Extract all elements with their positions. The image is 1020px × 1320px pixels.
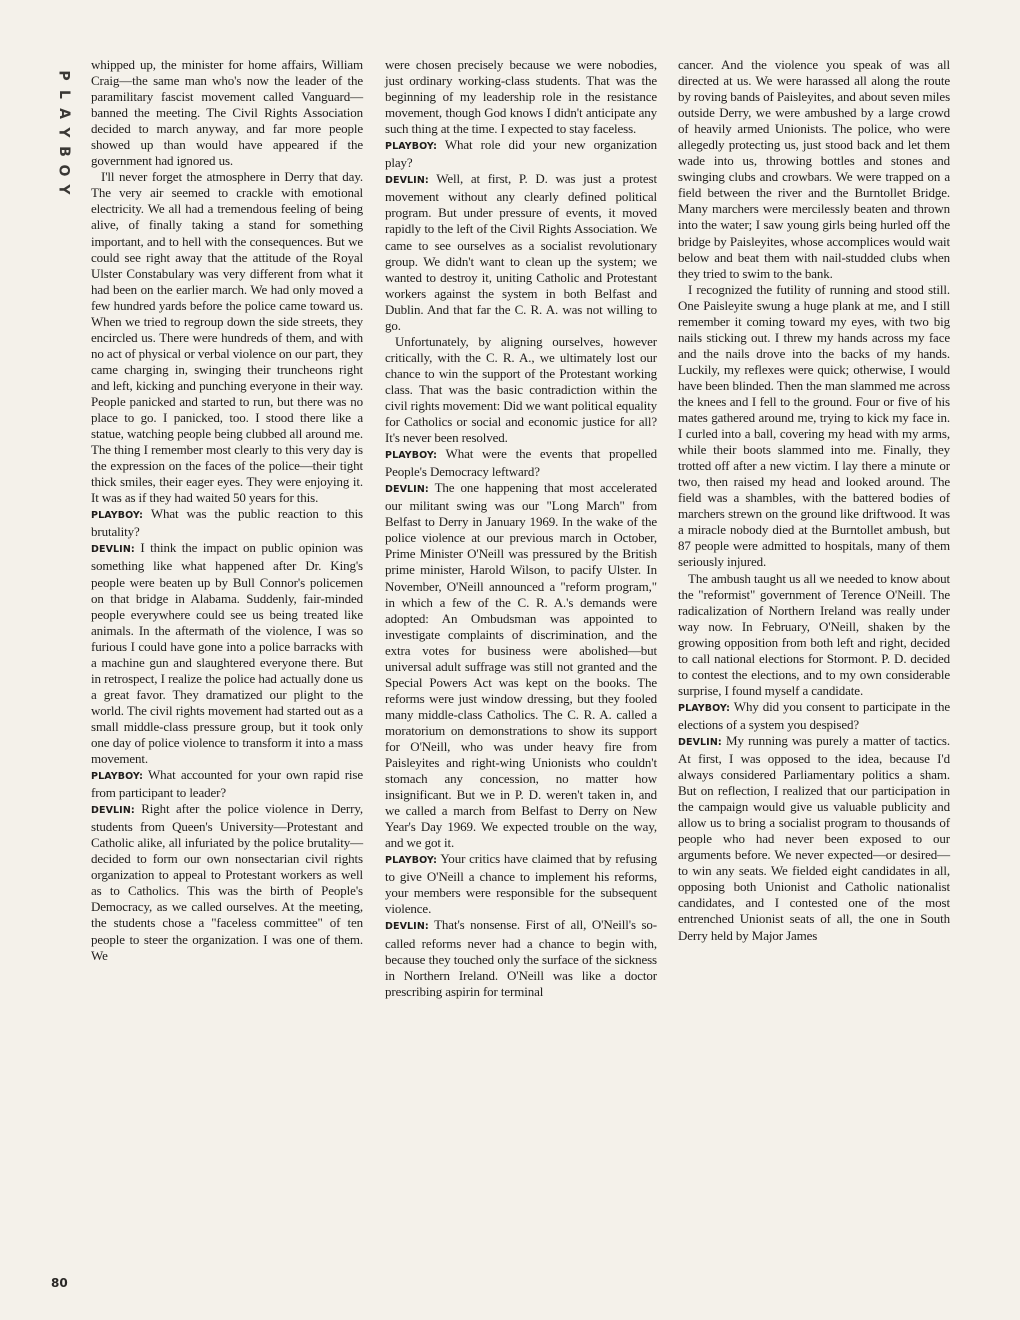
answer	[91, 540, 363, 767]
speaker-label: DEVLIN:	[91, 544, 135, 556]
paragraph: were chosen precisely because we were nobodies, just ordinary working-class students. That was the beginning of my leadership role in the resistance movement, though God knows I didn't anticipate any such thing at the time. I expected to stay faceless.	[385, 57, 657, 137]
speaker-label: PLAYBOY:	[678, 702, 730, 714]
question-text: Why did you consent to participate in the elections of a system you despised?	[678, 698, 950, 732]
answer	[91, 801, 363, 963]
logo-letter: Y	[55, 127, 72, 138]
logo-letter: Y	[55, 184, 72, 195]
paragraph: Unfortunately, by aligning ourselves, however critically, with the C. R. A., we ultimately lost our chance to win the support of the Protestant working class. That was the basic contradiction within the civil rights movement: Did we want political equality for Catholics or social and economic justice for all? It's never been resolved.	[385, 333, 657, 446]
paragraph: cancer. And the violence you speak of was all directed at us. We were harassed all along the route by roving bands of Paisleyites, and about seven miles outside Derry, we were ambushed by a large crowd of heavily armed Unionists. The police, who were allegedly protecting us, just stood back and let them wade into us, throwing bottles and stones and swinging clubs and crowbars. We were trapped on a field between the river and the Burntollet Bridge. Many marchers were mercilessly beaten and thrown into the water; I saw young girls being hurled off the bridge by Paisleyites, whose accomplices would wait below and beat them with nail-studded clubs when they tried to swim to the bank.	[678, 57, 951, 281]
speaker-label: PLAYBOY:	[385, 141, 437, 153]
question-text: What role did your new organization play?	[385, 137, 657, 171]
speaker-label: PLAYBOY:	[385, 855, 437, 867]
speaker-label: PLAYBOY:	[91, 510, 143, 522]
speaker-label: PLAYBOY:	[385, 450, 437, 462]
answer-text: That's nonsense. First of all, O'Neill's so-called reforms never had a chance to begin with, because they touched only the surface of the sickness in Northern Ireland. O'Neill was like a doctor prescribing aspirin for terminal	[385, 917, 658, 999]
logo-letter: P	[55, 70, 72, 81]
answer	[385, 917, 657, 999]
speaker-label: DEVLIN:	[385, 921, 429, 933]
text-column-3	[678, 57, 950, 944]
logo-letter: A	[55, 108, 72, 119]
answer	[385, 480, 657, 851]
speaker-label: DEVLIN:	[91, 805, 135, 817]
answer-text: I think the impact on public opinion was something like what happened after Dr. King's people were beaten up by Bull Connor's policemen on that bridge in Alabama. Suddenly, fair-minded people everywhere could see us being treated like animals. In the aftermath of the violence, I was so furious I could have gone into a police barracks with a machine gun and slaughtered everyone there. But in retrospect, I realize the police had actually done us a great favor. They dramatized our plight to the world. The civil rights movement had started out as a small middle-class pressure group, but it took only one day of police violence to transform it into a mass movement.	[91, 540, 363, 767]
logo-letter: O	[55, 164, 72, 177]
paragraph: I recognized the futility of running and stood still. One Paisleyite swung a huge plank at me, and I still remember it coming toward my eyes, with two big nails sticking out. I threw my hands across my face and the nails drove into the backs of my hands. Luckily, my reflexes were quick; otherwise, I would have been blinded. Then the man slammed me across the knees and I fell to the ground. Four or five of his mates gathered around me, trying to kick my face in. I curled into a ball, covering my head with my arms, while their boots slammed into me. Finally, they trotted off after a new victim. I lay there a minute or two, then raised my head and looked around. The field was a shambles, with the battered bodies of marchers strewn on the ground like driftwood. It was a miracle nobody died at the Burntollet ambush, but 87 people were admitted to hospitals, many of them seriously injured.	[678, 281, 950, 570]
question-text: What were the events that propelled People's Democracy leftward?	[385, 446, 657, 480]
speaker-label: DEVLIN:	[385, 175, 429, 187]
answer-text: Right after the police violence in Derry, students from Queen's University—Protestant and Catholic alike, all infuriated by the police brutality—decided to form our own nonsectarian civil rights organization to appeal to Protestant workers as well as to Catholics. This was the birth of People's Democracy, as we called ourselves. At the meeting, the students chose a "faceless committee" of ten people to steer the organization. I was one of them. We	[91, 801, 363, 963]
question	[385, 446, 657, 480]
logo-letter: L	[55, 90, 72, 99]
question-text: What accounted for your own rapid rise from participant to leader?	[91, 767, 363, 801]
question	[678, 699, 950, 733]
answer-text: The one happening that most accelerated our militant swing was our "Long March" from Belfast to Derry in January 1969. In the wake of the police violence at our previous march in October, Prime Minister O'Neill was pressured by the British prime minister, Harold Wilson, to pacify Ulster. In November, O'Neill announced a "reform program," in which a few of the C. R. A.'s demands were adopted: An Ombudsman was appointed to investigate complaints of discrimination, and the extra votes for business were abolished—but universal adult suffrage was still not granted and the Special Powers Act was kept on the books. The reforms were just window dressing, but they fooled many middle-class Catholics. The C. R. A. called a moratorium on demonstrations to show its support for O'Neill, who was under heavy fire from Paisleyites and right-wing Unionists who couldn't stomach any concession, no matter how insignificant. But we in P. D. weren't taken in, and we called a march from Belfast to Derry on New Year's Day 1969. We expected trouble on the way, and we got it.	[385, 480, 657, 851]
speaker-label: PLAYBOY:	[91, 771, 143, 783]
page-number: 80	[51, 1276, 68, 1290]
paragraph: The ambush taught us all we needed to know about the "reformist" government of Terence O'Neill. The radicalization of Northern Ireland was really under way now. In February, O'Neill, shaken by the growing opposition from both left and right, decided to call national elections for Stormont. P. D. decided to contest the elections, and to my own considerable surprise, I found myself a candidate.	[678, 570, 950, 698]
paragraph: whipped up, the minister for home affairs, William Craig—the same man who's now the leader of the paramilitary fascist movement called Vanguard—banned the meeting. The Civil Rights Association decided to march anyway, and far more people showed up than would have appeared if the government had ignored us.	[91, 57, 363, 169]
answer	[385, 171, 657, 333]
question	[91, 767, 363, 801]
speaker-label: DEVLIN:	[385, 484, 429, 496]
playboy-logo	[55, 66, 71, 199]
paragraph: I'll never forget the atmosphere in Derry that day. The very air seemed to crackle with emotional electricity. We all had a tremendous feeling of being alive, of finally taking a stand for something important, and to hell with the consequences. But we could see right away that the attitude of the Royal Ulster Constabulary was very different from what it had been on the earlier march. We had only moved a few hundred yards before the police came toward us. When we tried to regroup down the side streets, they encircled us. There were hundreds of them, and with no act of physical or verbal violence on our part, they came charging in, swinging their truncheons right and left, kicking and punching everyone in their way. People panicked and started to run, but there was no place to go. I panicked, too. I stood there like a statue, watching people being clubbed all around me. The thing I remember most clearly to this very day is the expression on the faces of the police—their tight thick smiles, their eager eyes. They were enjoying it. It was as if they had waited 50 years for this.	[91, 169, 363, 506]
question	[91, 506, 363, 540]
speaker-label: DEVLIN:	[678, 736, 722, 748]
question	[385, 851, 657, 917]
question-text: What was the public reaction to this brutality?	[91, 506, 363, 540]
answer	[678, 733, 950, 944]
text-column-1	[91, 57, 363, 964]
text-column-2	[385, 57, 657, 1000]
answer-text: Well, at first, P. D. was just a protest movement without any clearly defined political program. But under pressure of events, it moved rapidly to the left of the Civil Rights Association. We came to see ourselves as a socialist revolutionary group. We didn't want to clean up the system; we wanted to destroy it, uniting Catholic and Protestant workers against the system in both Belfast and Dublin. And that far the C. R. A. was not willing to go.	[385, 171, 657, 333]
logo-letter: B	[55, 146, 72, 157]
answer-text: My running was purely a matter of tactics. At first, I was opposed to the idea, because I'd always considered Parliamentary politics a sham. But on reflection, I realized that our participation in the campaign would give us valuable publicity and allow us to bring a socialist program to thousands of people who had never been exposed to our arguments before. We never expected—or desired—to win any seats. We fielded eight candidates in all, opposing both Unionist and Catholic nationalist candidates, and I contested one of the most entrenched Unionist seats of all, the one in South Derry held by Major James	[678, 732, 950, 943]
question	[385, 137, 657, 171]
question-text: Your critics have claimed that by refusing to give O'Neill a chance to implement his reforms, your members were responsible for the subsequent violence.	[385, 851, 657, 917]
